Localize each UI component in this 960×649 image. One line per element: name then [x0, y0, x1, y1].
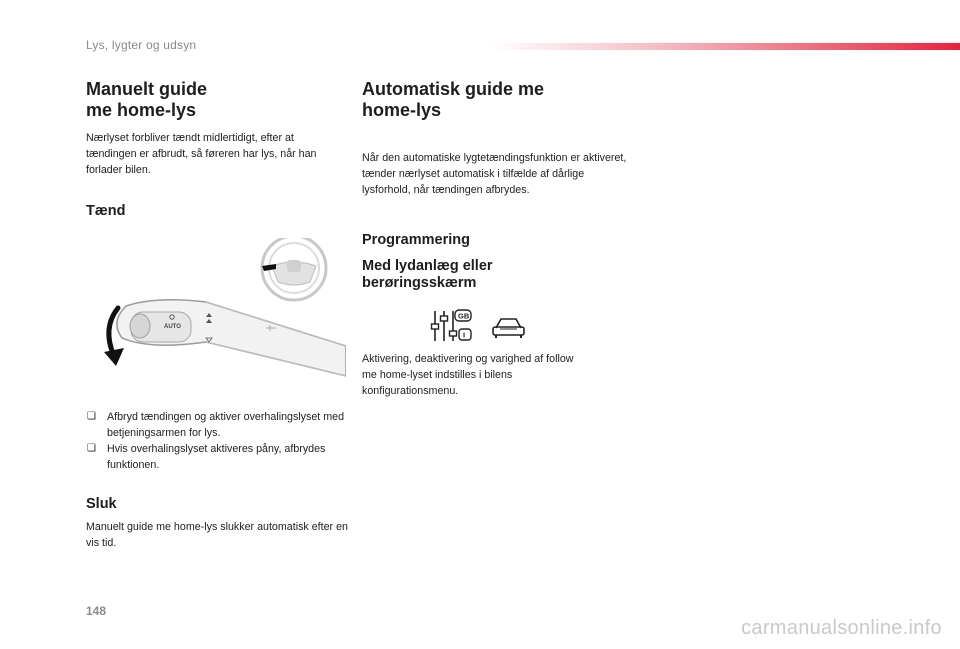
activation-text: Aktivering, deaktivering og varighed af follow me home-lyset indstilles i bilens konfigurationsmenu. — [362, 353, 574, 397]
stalk-auto-label: AUTO — [164, 324, 181, 330]
settings-icons — [430, 308, 530, 344]
automatic-guide-title: Automatisk guide me home-lys — [362, 79, 545, 120]
curved-arrow-icon — [109, 308, 118, 356]
page-number: 148 — [86, 604, 107, 618]
taend-steps — [86, 409, 346, 473]
light-stalk-illustration — [96, 238, 346, 378]
watermark: carmanualsonline.info — [741, 617, 942, 639]
list-item: ❏ Hvis overhalingslyset aktiveres påny, afbrydes funktionen. — [87, 443, 326, 471]
section-header: Lys, lygter og udsyn — [86, 38, 197, 52]
list-item: ❏ Afbryd tændingen og aktiver overhalingslyset med betjeningsarmen for lys. — [87, 411, 345, 439]
manual-guide-intro: Nærlyset forbliver tændt midlertidigt, efter at tændingen er afbrudt, så føreren har lys, når han forlader bilen. — [86, 132, 317, 176]
touchscreen-heading: Med lydanlæg eller berøringsskærm — [362, 258, 493, 291]
icon-i-label: I — [463, 330, 466, 340]
check-box-icon: ❏ — [87, 411, 96, 422]
icon-gb-label: GB — [458, 311, 470, 321]
sluk-text: Manuelt guide me home-lys slukker automatisk efter en vis tid. — [86, 521, 348, 549]
taend-heading: Tænd — [86, 203, 126, 219]
manual-guide-title: Manuelt guide me home-lys — [86, 79, 207, 120]
programming-heading: Programmering — [362, 232, 470, 248]
check-box-icon: ❏ — [87, 443, 96, 454]
sluk-heading: Sluk — [86, 496, 117, 512]
light-stalk — [117, 300, 346, 376]
automatic-guide-intro: Når den automatiske lygtetændingsfunktion er aktiveret, tænder nærlyset automatisk i tilfælde af dårlige lysforhold, når tændingen afbrydes. — [362, 152, 627, 196]
car-front-icon — [493, 319, 524, 338]
settings-sliders-icon — [432, 310, 472, 341]
header-accent-bar — [490, 43, 960, 50]
